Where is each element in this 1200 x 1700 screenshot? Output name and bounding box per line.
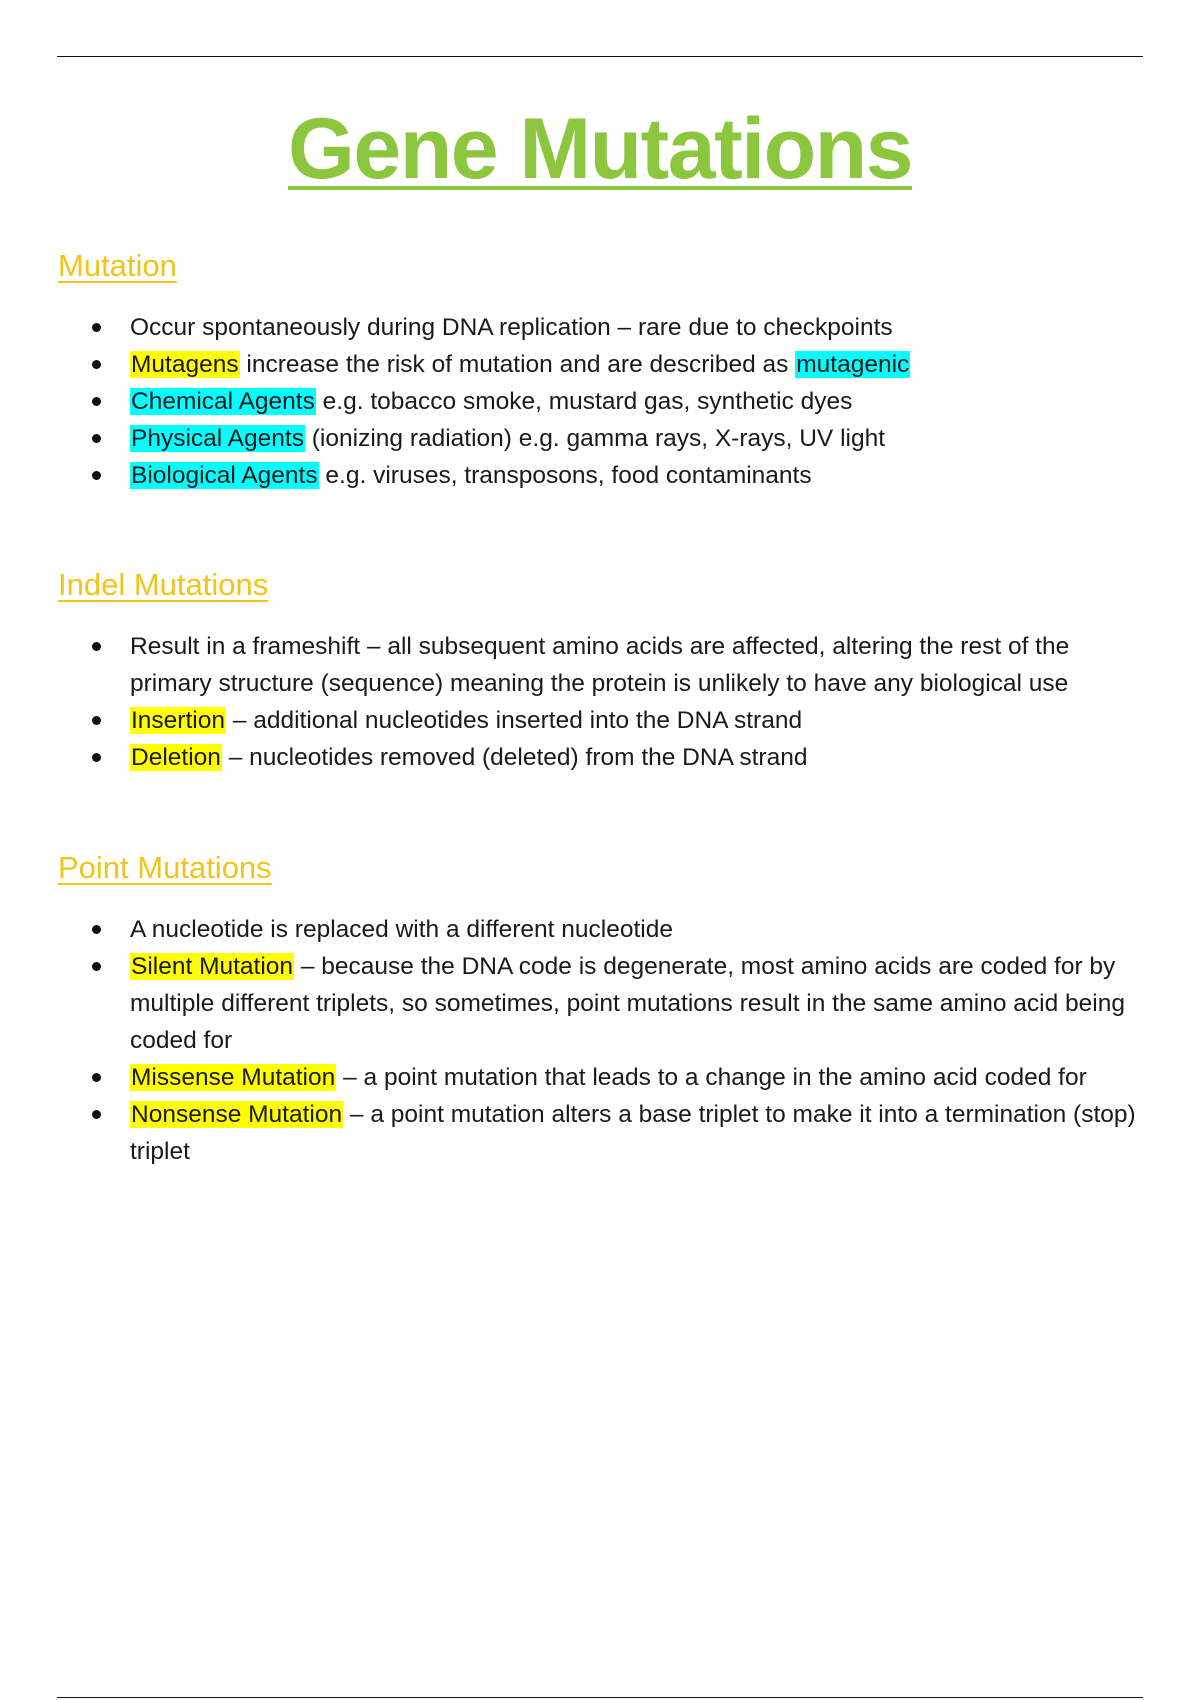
highlighted-term: mutagenic [796,351,910,378]
bullet-icon [92,925,101,934]
highlighted-term: Mutagens [131,351,239,378]
bullet-icon [92,962,101,971]
bullet-icon [92,360,101,369]
item-text: – nucleotides removed (deleted) from the DNA strand [221,744,808,771]
highlighted-term: Silent Mutation [131,953,294,980]
list-item [90,1059,1140,1096]
bullet-icon [92,642,101,651]
item-text: – a point mutation alters a base triplet to make it into a termination (stop) triplet [130,1101,1136,1165]
item-text: – a point mutation that leads to a change in the amino acid coded for [336,1064,1087,1091]
item-text: – additional nucleotides inserted into the DNA strand [225,707,803,734]
page-title [0,102,1200,197]
top-rule [57,56,1143,57]
bullet-icon [92,753,101,762]
bullet-icon [92,1073,101,1082]
list-item [90,383,1140,420]
list-item [90,420,1140,457]
list-item [90,911,1140,948]
item-text: e.g. tobacco smoke, mustard gas, synthetic dyes [315,388,853,415]
list-item [90,309,1140,346]
list-item [90,346,1140,383]
list-item [90,457,1140,494]
section-heading-mutation: Mutation [58,248,177,283]
list-item [90,739,1140,776]
item-text: A nucleotide is replaced with a different nucleotide [130,916,673,943]
highlighted-term: Deletion [131,744,221,771]
item-text: increase the risk of mutation and are described as [239,351,796,378]
list-item [90,628,1140,702]
bullet-icon [92,323,101,332]
mutation-list [90,309,1140,494]
bullet-icon [92,716,101,725]
section-heading-indel-mutations: Indel Mutations [58,567,269,602]
item-text: Occur spontaneously during DNA replication – rare due to checkpoints [130,314,893,341]
item-text: Result in a frameshift – all subsequent amino acids are affected, altering the rest of the primary structure (sequence) meaning the protein is unlikely to have any biological use [130,633,1070,697]
list-item [90,1096,1140,1170]
list-item [90,948,1140,1059]
point-mutations-list [90,911,1140,1170]
bullet-icon [92,471,101,480]
indel-mutations-list [90,628,1140,776]
highlighted-term: Biological Agents [131,462,318,489]
list-item [90,702,1140,739]
highlighted-term: Chemical Agents [131,388,315,415]
page-title-text: Gene Mutations [287,100,913,197]
highlighted-term: Missense Mutation [131,1064,336,1091]
bullet-icon [92,1110,101,1119]
bullet-icon [92,397,101,406]
highlighted-term: Nonsense Mutation [131,1101,343,1128]
item-text: (ionizing radiation) e.g. gamma rays, X-rays, UV light [304,425,886,452]
highlighted-term: Insertion [131,707,225,734]
bottom-rule [57,1697,1143,1698]
item-text: – because the DNA code is degenerate, most amino acids are coded for by multiple different triplets, so sometimes, point mutations result in the same amino acid being coded for [130,953,1126,1054]
bullet-icon [92,434,101,443]
highlighted-term: Physical Agents [131,425,304,452]
item-text: e.g. viruses, transposons, food contaminants [318,462,812,489]
section-heading-point-mutations: Point Mutations [58,850,272,885]
